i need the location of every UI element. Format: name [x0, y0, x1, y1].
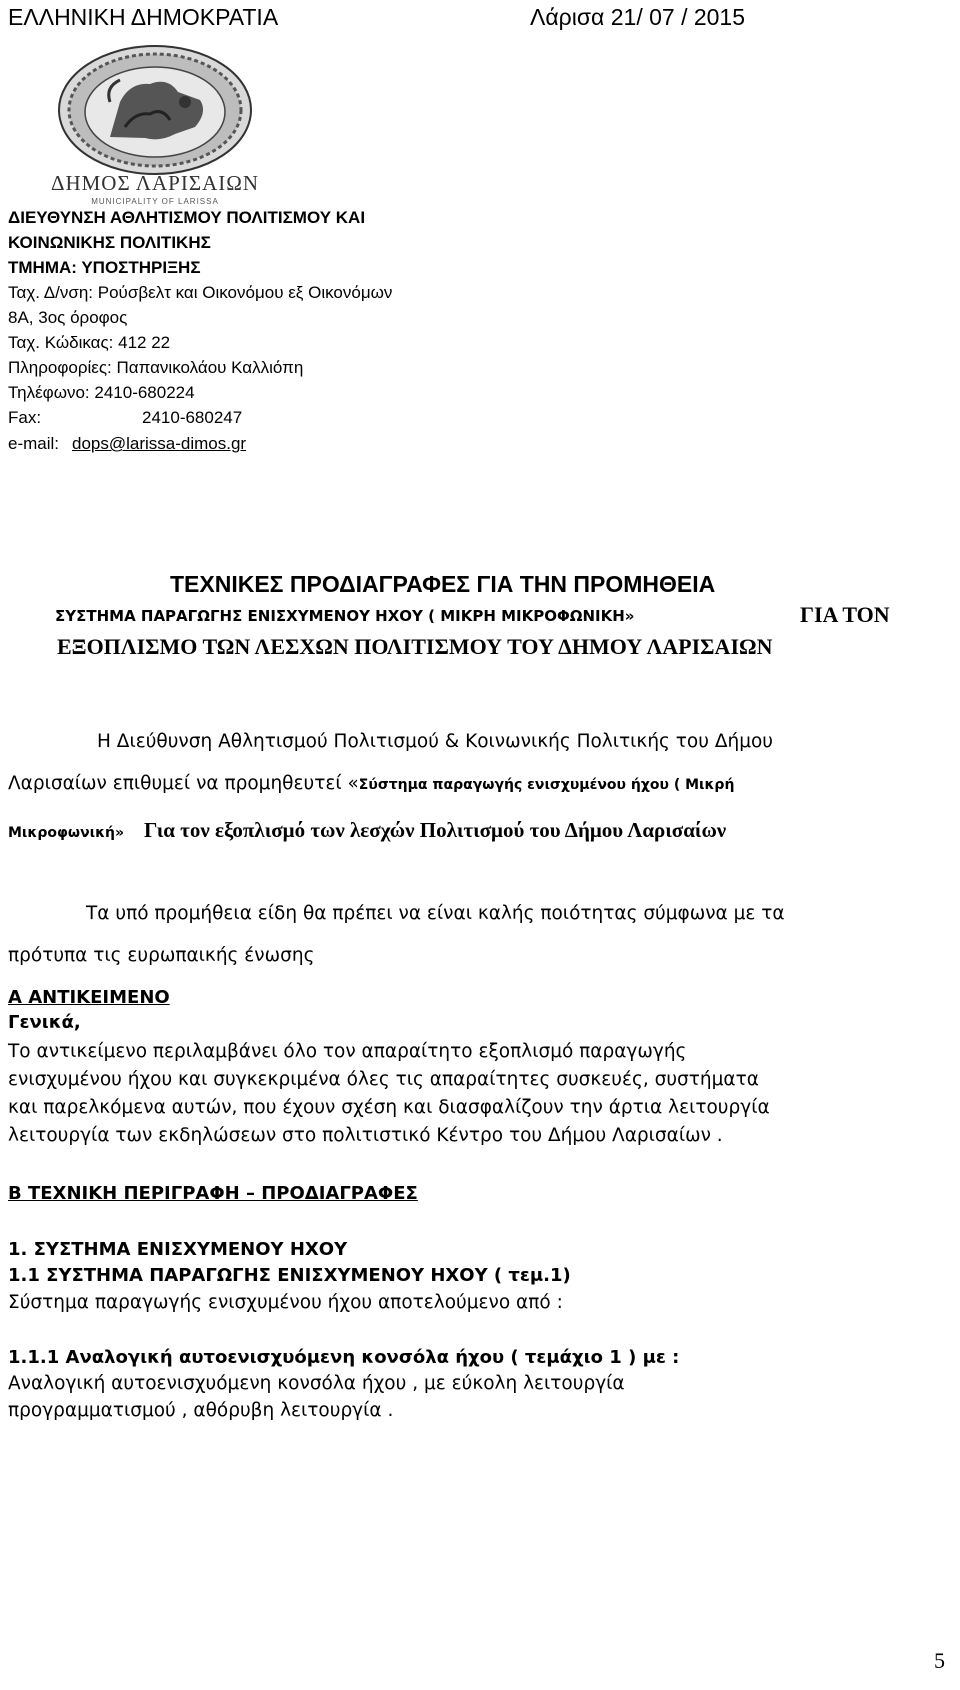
document-title: ΤΕΧΝΙΚΕΣ ΠΡΟΔΙΑΓΡΑΦΕΣ ΓΙΑ ΤΗΝ ΠΡΟΜΗΘΕΙΑ [170, 571, 716, 597]
fax-number: 2410-680247 [142, 408, 243, 427]
coin-seal-icon [50, 42, 260, 207]
title-subline-sans: ΣΥΣΤΗΜΑ ΠΑΡΑΓΩΓΗΣ ΕΝΙΣΧΥΜΕΝΟΥ ΗΧΟΥ ( ΜΙΚΡΗ ΜΙΚΡΟΦΩΝΙΚΗ» [55, 607, 635, 625]
title-line3: ΕΞΟΠΛΙΣΜΟ ΤΩΝ ΛΕΣΧΩΝ ΠΟΛΙΤΙΣΜΟΥ ΤΟΥ ΔΗΜΟΥ ΛΑΡΙΣΑΙΩΝ [57, 634, 773, 659]
section-name: ΤΜΗΜΑ: ΥΠΟΣΤΗΡΙΞΗΣ [8, 258, 201, 277]
subsection-1-1-1-heading: 1.1.1 Αναλογική αυτοενισχυόμενη κονσόλα ήχου ( τεμάχιο 1 ) με : [8, 1347, 680, 1368]
intro-line2-text: Λαρισαίων επιθυμεί να προμηθευτεί « [8, 773, 359, 794]
section-a-general: Γενικά, [8, 1012, 81, 1033]
page-number: 5 [934, 1648, 945, 1673]
section-a-para-line4: λειτουργία των εκδηλώσεων στο πολιτιστικό Κέντρο του Δήμου Λαρισαίων . [8, 1125, 723, 1146]
department-line2: ΚΟΙΝΩΝΙΚΗΣ ΠΟΛΙΤΙΚΗΣ [8, 233, 211, 252]
republic-heading: ΕΛΛΗΝΙΚΗ ΔΗΜΟΚΡΑΤΙΑ [8, 4, 279, 30]
contact-person: Πληροφορίες: Παπανικολάου Καλλιόπη [8, 358, 304, 377]
municipality-logo [50, 42, 260, 207]
subsection-1-1-text: Σύστημα παραγωγής ενισχυμένου ήχου αποτελούμενο από : [8, 1292, 563, 1313]
subsection-1-heading: 1. ΣΥΣΤΗΜΑ ΕΝΙΣΧΥΜΕΝΟΥ ΗΧΟΥ [8, 1239, 348, 1260]
title-subline-serif: ΓΙΑ ΤΟΝ [800, 602, 890, 627]
logo-text: ΔΗΜΟΣ ΛΑΡΙΣΑΙΩΝ [50, 171, 260, 195]
subsection-1-1-1-text-line1: Αναλογική αυτοενισχυόμενη κονσόλα ήχου , με εύκολη λειτουργία [8, 1373, 625, 1394]
postal-address-line2: 8Α, 3ος όροφος [8, 308, 128, 327]
intro-line3 [8, 818, 726, 843]
postal-address-line1: Ταχ. Δ/νση: Ρούσβελτ και Οικονόμου εξ Οικονόμων [8, 283, 393, 302]
email-label: e-mail: [8, 434, 60, 453]
intro-line1: Η Διεύθυνση Αθλητισμού Πολιτισμού & Κοινωνικής Πολιτικής του Δήμου [97, 731, 773, 752]
department-line1: ΔΙΕΥΘΥΝΣΗ ΑΘΛΗΤΙΣΜΟΥ ΠΟΛΙΤΙΣΜΟΥ ΚΑΙ [8, 208, 366, 227]
intro-line3-bold: Μικροφωνική» [8, 825, 125, 841]
section-b-heading: Β ΤΕΧΝΙΚΗ ΠΕΡΙΓΡΑΦΗ – ΠΡΟΔΙΑΓΡΑΦΕΣ [8, 1183, 418, 1204]
quality-line1: Τα υπό προμήθεια είδη θα πρέπει να είναι καλής ποιότητας σύμφωνα με τα [86, 903, 785, 924]
section-a-heading: Α ΑΝΤΙΚΕΙΜΕΝΟ [8, 987, 170, 1008]
document-date: Λάρισα 21/ 07 / 2015 [530, 4, 746, 30]
phone-number: Τηλέφωνο: 2410-680224 [8, 383, 195, 402]
intro-line2 [8, 773, 734, 794]
logo-subtext: MUNICIPALITY OF LARISSA [91, 197, 219, 206]
section-a-para-line2: ενισχυμένου ήχου και συγκεκριμένα όλες τις απαραίτητες συσκευές, συστήματα [8, 1069, 759, 1090]
section-a-para-line3: και παρελκόμενα αυτών, που έχουν σχέση και διασφαλίζουν την άρτια λειτουργία [8, 1097, 770, 1118]
quality-line2: πρότυπα τις ευρωπαικής ένωσης [8, 945, 315, 966]
email-link[interactable]: dops@larissa-dimos.gr [72, 434, 247, 453]
section-a-para-line1: Το αντικείμενο περιλαμβάνει όλο τον απαραίτητο εξοπλισμό παραγωγής [8, 1041, 687, 1062]
intro-line2-bold: Σύστημα παραγωγής ενισχυμένου ήχου ( Μικρή [358, 777, 735, 793]
postal-code: Ταχ. Κώδικας: 412 22 [8, 333, 171, 352]
fax-label: Fax: [8, 408, 42, 427]
subsection-1-1-1-text-line2: προγραμματισμού , αθόρυβη λειτουργία . [8, 1400, 394, 1421]
subsection-1-1-heading: 1.1 ΣΥΣΤΗΜΑ ΠΑΡΑΓΩΓΗΣ ΕΝΙΣΧΥΜΕΝΟΥ ΗΧΟΥ ( τεμ.1) [8, 1265, 571, 1286]
intro-line3-serif: Για τον εξοπλισμό των λεσχών Πολιτισμού του Δήμου Λαρισαίων [144, 818, 727, 842]
